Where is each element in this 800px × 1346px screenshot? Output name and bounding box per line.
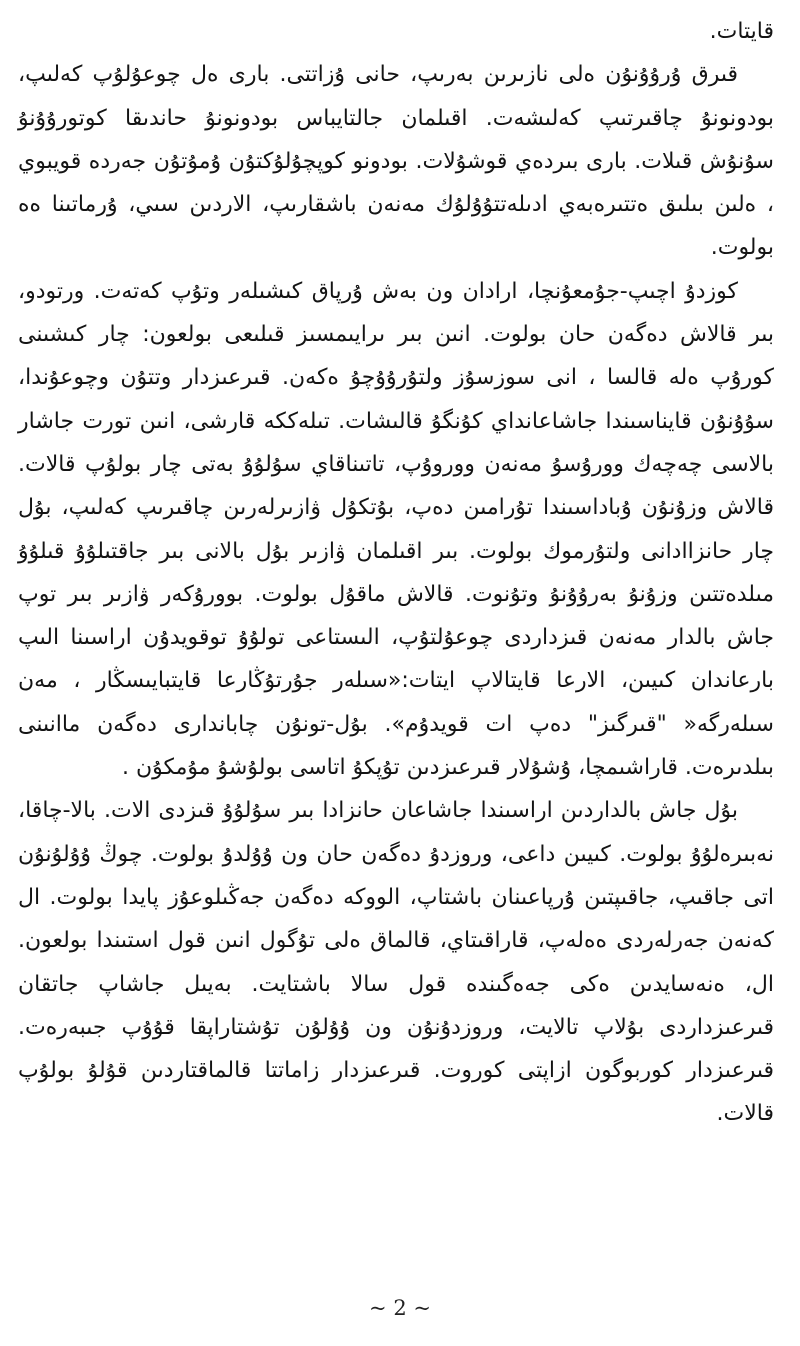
page-number: ~ 2 ~ [369, 1296, 431, 1320]
paragraph-closing-line: قايتات. [709, 19, 774, 44]
paragraph-bodonu: قىرق ۇرۇۇنۇن ەلى نازىرىن بەرىپ، حانى ۇزاتتى. بارى ەل چوعۇلۇپ كەلىپ، بودونونۇ چاقىرتىپ كەلىشەت. اقىلمان جالتايباس بودونونۇ حاندىقا كوتورۇۇنۇ سۇنۇش قىلات. بارى بىردەي قوشۇلات. بودونو كوپچۇلۇكتۇن ۇمۇتۇن جەردە قويبوي ، ەلىن بىلىق ەتتىرەبەي ادىلەتتۇۇلۇك مەنەن باشقارىپ، الاردىن سىي، ۇرماتىنا ەە بولوت. [18, 62, 774, 261]
paragraph-kalash: كوزدۇ اچىپ-جۇمعۇنچا، ارادان ون بەش ۇرپاق كىشىلەر وتۇپ كەتەت. ورتودو، بىر قالاش دەگەن حان بولوت. انىن بىر ىرايىمسىز قىلىعى بولعون: چار كىشىنى كورۇپ ەلە قالسا ، انى سوزسۇز ولتۇرۇۇچۇ ەكەن. قىرعىزدار وتتۇن وچوعۇندا، سۇۇنۇن قايناسىندا جاشاعانداي كۇنگۇ قالىشات. تىلەككە قارشى، انىن تورت جاشار بالاسى چەچەك وورۇسۇ مەنەن ووروۇپ، تاتىناقاي سۇلۇۇ بەتى چار بولۇپ قالات. قالاش وزۇنۇن ۇباداسىندا تۇرامىن دەپ، بۇتكۇل ۋازىرلەرىن چاقىرىپ كەلىپ، بۇل چار حانزاادانى ولتۇرموك بولوت. بىر اقىلمان ۋازىر بۇل بالانى بىر جاقتىلۇۇ قىلۇۇ مىلدەتتىن وزۇنۇ بەرۇۇنۇ وتۇنوت. قالاش ماقۇل بولوت. بوورۇكەر ۋازىر بىر توپ جاش بالدار مەنەن قىزداردى چوعۇلتۇپ، الىستاعى تولۇۇ توقويدۇن اراسىنا الىپ بارعاندان كىيىن، الارعا قايتالاپ ايتات:«سىلەر جۇرتۇڭارعا قايتبايىسڭار ، مەن سىلەرگە« "قىرگىز" دەپ ات قويدۇم». بۇل-تونۇن چابانداری دەگەن ماانىنى بىلدىرەت. قاراشىمچا، ۇشۇلار قىرعىزدىن تۇپكۇ اتاسى بولۇشۇ مۇمكۇن . [18, 278, 774, 781]
body-text [18, 10, 774, 1136]
paragraph-orozdu: بۇل جاش بالداردىن اراسىندا جاشاعان حانزادا بىر سۇلۇۇ قىزدى الات. بالا-چاقا، نەبىرەلۇۇ بولوت. كىيىن داعى، وروزدۇ دەگەن حان ون ۇۇلدۇ بولوت. چوڭ ۇۇلۇنۇن اتى جاقىپ، جاقىپتىن ۇرپاعىنان باشتاپ، الووكە دەگەن جەڭىلوعۇز پايدا بولوت. ال كەنەن جەرلەردى ەەلەپ، قاراقىتاي، قالماق ەلى تۇگول انىن قول استىندا بولعون. ال، ەنەسايدىن ەكى جەەگىندە قول سالا باشتايت. بەيىل جاشاپ جاتقان قىرعىزداردى بۇلاپ تالايت، وروزدۇنۇن ون ۇۇلۇن تۇشتاراپقا قۇۇپ جىبەرەت. قىرعىزدار كوربوگون ازاپتى كوروت. قىرعىزدار زاماتتا قالماقتاردىن قۇلۇ بولۇپ قالات. [18, 798, 774, 1127]
